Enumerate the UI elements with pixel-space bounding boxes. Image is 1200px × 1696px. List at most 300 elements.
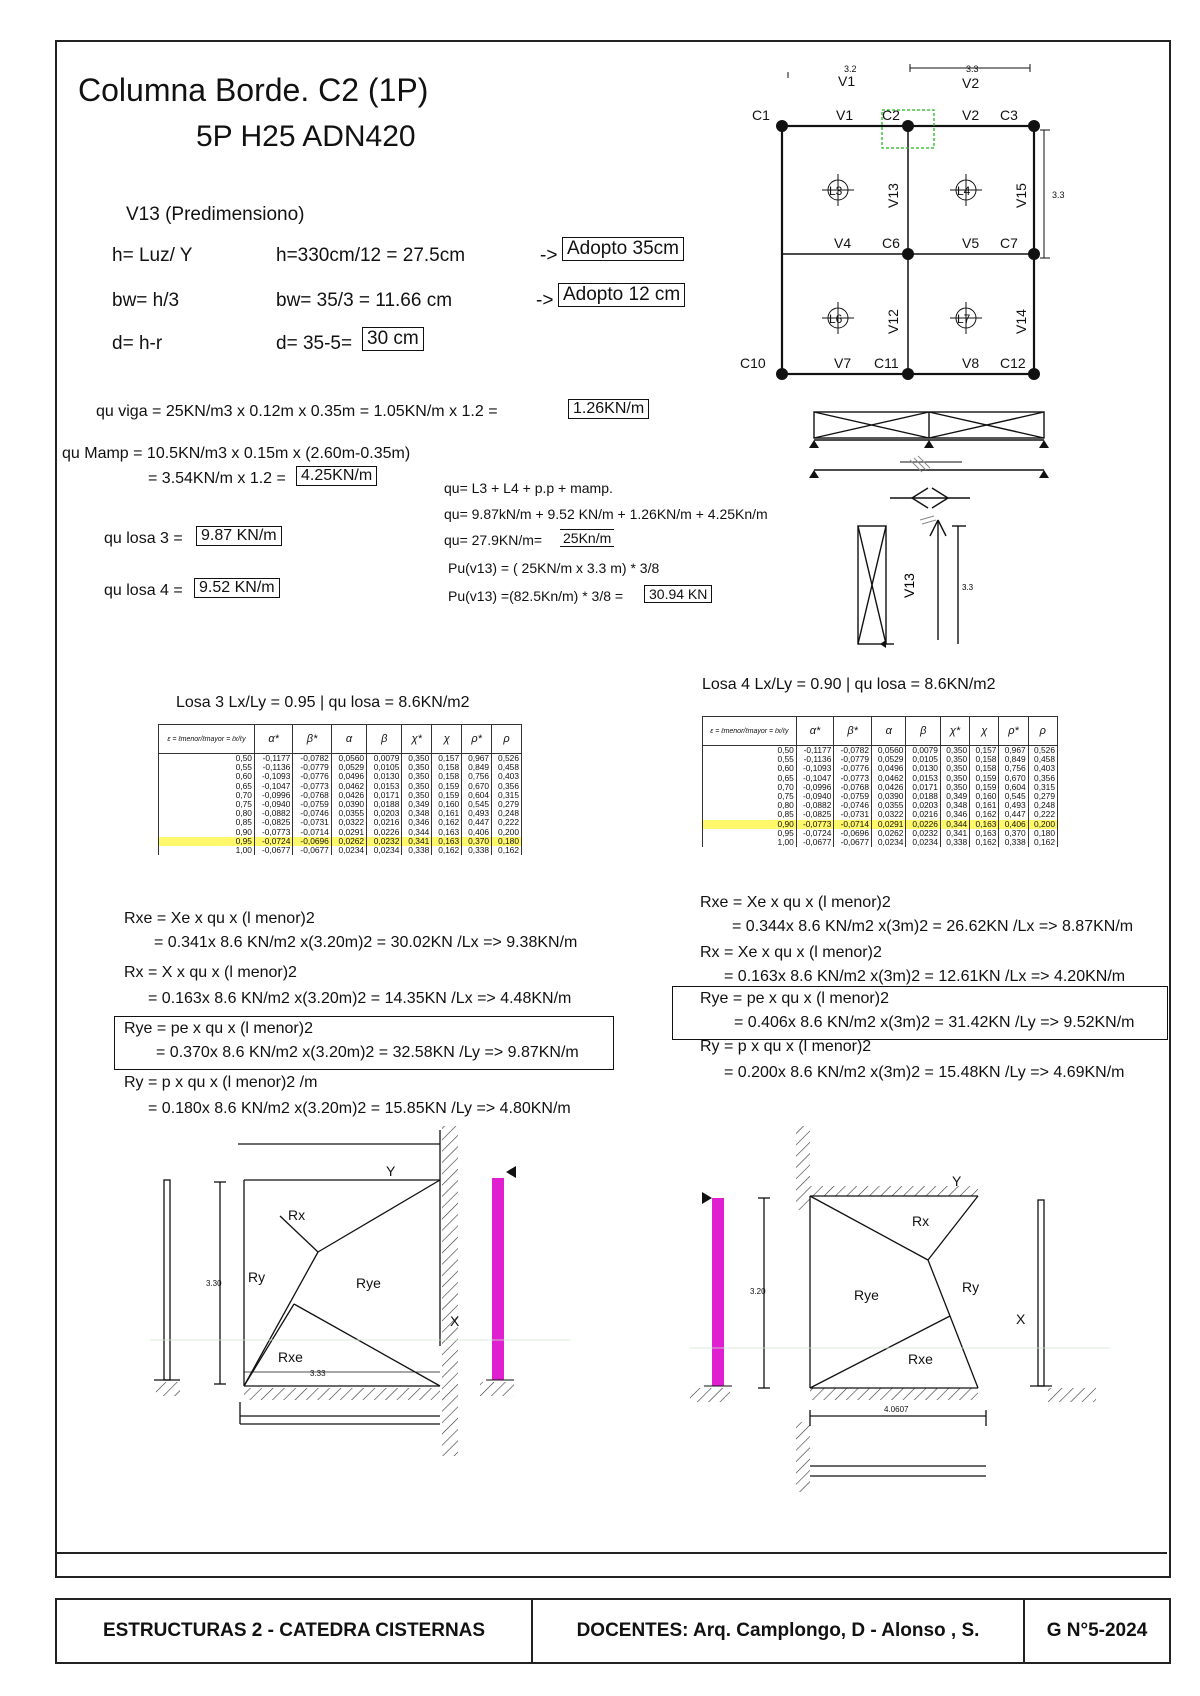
table-cell: 0,348 <box>940 801 969 810</box>
table-cell: 0,604 <box>462 791 492 800</box>
table-cell: 0,0234 <box>367 846 402 855</box>
table-cell: 0,80 <box>703 801 797 810</box>
table-cell: 0,670 <box>999 774 1028 783</box>
predim-heading: V13 (Predimensiono) <box>126 204 305 225</box>
table-cell: 0,849 <box>462 763 492 772</box>
table-cell: 0,349 <box>402 800 432 809</box>
table-cell: 0,350 <box>402 791 432 800</box>
footer-group: G N°5-2024 <box>1046 1620 1148 1641</box>
table-cell: 0,60 <box>159 772 255 781</box>
losa4-ry-calc: = 0.200x 8.6 KN/m2 x(3m)2 = 15.48KN /Ly => 4.69KN/m <box>724 1064 1125 1081</box>
table-cell: 0,161 <box>970 801 999 810</box>
table-cell: 0,0560 <box>871 746 905 756</box>
table-cell: 0,157 <box>432 754 462 764</box>
table-cell: 0,315 <box>1028 783 1057 792</box>
table-cell: 0,163 <box>432 828 462 837</box>
table-cell: -0,0940 <box>254 800 292 809</box>
table-cell: -0,0773 <box>293 782 331 791</box>
table-cell: 0,0130 <box>367 772 402 781</box>
table-cell: -0,0779 <box>834 755 872 764</box>
table-cell: 0,90 <box>159 828 255 837</box>
table-cell: 0,0529 <box>871 755 905 764</box>
slab4-tributary-diagram <box>690 1126 1130 1506</box>
qu-losa4-label: qu losa 4 = <box>104 582 183 599</box>
table-cell: 0,341 <box>940 829 969 838</box>
footer-teachers: DOCENTES: Arq. Camplongo, D - Alonso , S. <box>533 1600 1025 1662</box>
table-cell: 0,0560 <box>331 754 366 764</box>
table-header-cell: χ <box>970 717 999 746</box>
table-cell: 0,545 <box>999 792 1028 801</box>
slab4-label-rxe: Rxe <box>908 1351 933 1367</box>
losa3-ry-eq: Ry = p x qu x (l menor)2 /m <box>124 1074 318 1091</box>
table-cell: 0,0390 <box>871 792 905 801</box>
table-cell: -0,0776 <box>293 772 331 781</box>
table-cell: 0,406 <box>999 820 1028 829</box>
plan-node-v8: V8 <box>962 355 980 371</box>
table-cell: -0,1047 <box>254 782 292 791</box>
slab3-tributary-diagram <box>150 1126 590 1466</box>
table-cell: 0,0262 <box>331 837 366 846</box>
plan-slab-l3: L3 <box>829 184 843 198</box>
beam-schematic-label: V13 <box>901 573 917 598</box>
table-cell: 0,849 <box>999 755 1028 764</box>
table-cell: 0,75 <box>703 792 797 801</box>
table-cell: 0,370 <box>999 829 1028 838</box>
table-header-row <box>703 717 1058 746</box>
table-cell: 0,0262 <box>871 829 905 838</box>
table-cell: -0,0773 <box>834 774 872 783</box>
losa3-rx-eq: Rx = X x qu x (l menor)2 <box>124 964 297 981</box>
table-row <box>159 846 522 855</box>
predim-h-calc: h=330cm/12 = 27.5cm <box>276 245 466 266</box>
table-header-cell: β <box>906 717 940 746</box>
table-cell: 0,157 <box>970 746 999 756</box>
plan-beam-v15: V15 <box>1013 183 1029 208</box>
table-cell: 0,279 <box>492 800 522 809</box>
table-cell: 0,356 <box>1028 774 1057 783</box>
table-header-cell: χ* <box>940 717 969 746</box>
predim-bw-formula: bw= h/3 <box>112 290 180 311</box>
table-cell: 0,70 <box>159 791 255 800</box>
table-cell: 0,90 <box>703 820 797 829</box>
table-cell: 0,0226 <box>367 828 402 837</box>
table-cell: 0,222 <box>1028 810 1057 819</box>
table-cell: 0,545 <box>462 800 492 809</box>
plan-slab-l7: L7 <box>957 312 971 326</box>
losa4-coef-table <box>702 716 1058 847</box>
table-cell: 0,163 <box>970 820 999 829</box>
plan-slab-l4: L4 <box>957 184 971 198</box>
table-cell: -0,1093 <box>796 764 834 773</box>
table-header-cell: β* <box>834 717 872 746</box>
table-cell: 0,403 <box>492 772 522 781</box>
table-header-cell: ρ* <box>999 717 1028 746</box>
table-cell: 0,0426 <box>871 783 905 792</box>
table-cell: -0,0940 <box>796 792 834 801</box>
table-cell: -0,0677 <box>293 846 331 855</box>
table-cell: -0,0996 <box>254 791 292 800</box>
table-cell: 0,70 <box>703 783 797 792</box>
table-cell: 0,158 <box>432 763 462 772</box>
table-cell: -0,0776 <box>834 764 872 773</box>
table-cell: 0,0291 <box>871 820 905 829</box>
table-cell: -0,0759 <box>293 800 331 809</box>
table-cell: -0,0773 <box>254 828 292 837</box>
table-cell: -0,0825 <box>796 810 834 819</box>
table-cell: 0,670 <box>462 782 492 791</box>
table-cell: -0,1136 <box>796 755 834 764</box>
table-cell: -0,1136 <box>254 763 292 772</box>
plan-node-c3: C3 <box>1000 107 1018 123</box>
table-header-cell: ρ <box>492 725 522 754</box>
table-cell: 0,0203 <box>367 809 402 818</box>
table-cell: 0,55 <box>703 755 797 764</box>
table-cell: 0,0291 <box>331 828 366 837</box>
table-cell: 0,158 <box>970 755 999 764</box>
losa4-ry-eq: Ry = p x qu x (l menor)2 <box>700 1038 872 1055</box>
table-cell: 0,0153 <box>367 782 402 791</box>
table-cell: 0,159 <box>432 782 462 791</box>
qu-sum-line2: qu= 9.87kN/m + 9.52 KN/m + 1.26KN/m + 4.25Kn/m <box>444 506 768 522</box>
table-cell: 0,248 <box>492 809 522 818</box>
predim-bw-result: Adopto 12 cm <box>558 283 685 307</box>
plan-slab-l6: L6 <box>829 312 843 326</box>
table-cell: 0,162 <box>1028 838 1057 847</box>
plan-node-v7: V7 <box>834 355 852 371</box>
table-cell: 0,0462 <box>871 774 905 783</box>
table-cell: 0,75 <box>159 800 255 809</box>
table-cell: -0,0724 <box>254 837 292 846</box>
table-header-cell: α <box>331 725 366 754</box>
table-cell: 0,0105 <box>367 763 402 772</box>
slab3-dim-h: 3.33 <box>310 1369 326 1378</box>
table-cell: 0,0079 <box>367 754 402 764</box>
table-cell: 0,346 <box>402 818 432 827</box>
table-cell: 0,0322 <box>331 818 366 827</box>
table-cell: 0,159 <box>970 774 999 783</box>
table-cell: 0,162 <box>492 846 522 855</box>
plan-node-v4: V4 <box>834 235 852 251</box>
table-cell: 0,0355 <box>871 801 905 810</box>
losa3-rye-calc: = 0.370x 8.6 KN/m2 x(3.20m)2 = 32.58KN /Ly => 9.87KN/m <box>156 1044 579 1061</box>
table-cell: -0,0825 <box>254 818 292 827</box>
qu-sum-result: 25Kn/m <box>560 529 614 547</box>
table-cell: 0,159 <box>432 791 462 800</box>
footer-course: ESTRUCTURAS 2 - CATEDRA CISTERNAS <box>57 1600 533 1662</box>
plan-dim-2: 3.3 <box>966 64 979 74</box>
plan-dim-v1: V1 <box>838 73 856 89</box>
table-cell: 0,350 <box>940 783 969 792</box>
losa3-rxe-calc: = 0.341x 8.6 KN/m2 x(3.20m)2 = 30.02KN /Lx => 9.38KN/m <box>154 934 578 951</box>
table-cell: 0,180 <box>492 837 522 846</box>
table-cell: -0,1047 <box>796 774 834 783</box>
table-header-cell: ρ* <box>462 725 492 754</box>
slab3-label-ry: Ry <box>248 1269 266 1285</box>
table-cell: 0,458 <box>492 763 522 772</box>
losa4-rye-eq: Rye = pe x qu x (l menor)2 <box>700 990 889 1007</box>
table-cell: 0,162 <box>432 818 462 827</box>
table-cell: 0,0496 <box>331 772 366 781</box>
table-cell: 0,341 <box>402 837 432 846</box>
page-title: Columna Borde. C2 (1P) <box>78 72 429 108</box>
table-header-cell: α* <box>796 717 834 746</box>
plan-side-dim: 3.3 <box>1052 190 1065 200</box>
plan-node-v1: V1 <box>836 107 854 123</box>
slab4-dim-v: 3.20 <box>750 1287 766 1296</box>
table-cell: 0,0226 <box>906 820 940 829</box>
qu-losa3-value: 9.87 KN/m <box>196 526 282 546</box>
table-cell: 0,180 <box>1028 829 1057 838</box>
table-cell: 0,95 <box>703 829 797 838</box>
plan-beam-v12: V12 <box>885 309 901 334</box>
table-cell: -0,0759 <box>834 792 872 801</box>
table-cell: 0,0216 <box>906 810 940 819</box>
pu-result: 30.94 KN <box>644 585 712 603</box>
table-cell: 0,0355 <box>331 809 366 818</box>
table-cell: 0,756 <box>462 772 492 781</box>
table-cell: 0,50 <box>159 754 255 764</box>
plan-node-c11: C11 <box>874 355 899 371</box>
table-cell: 0,0188 <box>367 800 402 809</box>
table-cell: 0,350 <box>402 782 432 791</box>
table-cell: 0,0234 <box>871 838 905 847</box>
plan-node-c1: C1 <box>752 107 770 123</box>
losa4-caption: Losa 4 Lx/Ly = 0.90 | qu losa = 8.6KN/m2 <box>702 676 996 693</box>
table-cell: 0,0171 <box>367 791 402 800</box>
table-cell: 0,350 <box>402 763 432 772</box>
qu-mamp-eq1: qu Mamp = 10.5KN/m3 x 0.15m x (2.60m-0.35m) <box>62 445 411 462</box>
plan-node-c2: C2 <box>882 107 900 123</box>
table-cell: -0,0768 <box>293 791 331 800</box>
table-cell: -0,0782 <box>293 754 331 764</box>
slab4-label-y: Y <box>952 1173 962 1189</box>
table-cell: -0,0724 <box>796 829 834 838</box>
plan-dim-1: 3.2 <box>844 64 857 74</box>
plan-beam-v13: V13 <box>885 183 901 208</box>
qu-losa3-label: qu losa 3 = <box>104 530 183 547</box>
table-header-cell: ρ <box>1028 717 1057 746</box>
table-cell: 0,350 <box>402 754 432 764</box>
table-cell: -0,1093 <box>254 772 292 781</box>
table-cell: 0,349 <box>940 792 969 801</box>
table-cell: 0,60 <box>703 764 797 773</box>
table-header-cell: α <box>871 717 905 746</box>
table-cell: 0,160 <box>432 800 462 809</box>
table-cell: 0,338 <box>940 838 969 847</box>
table-cell: -0,0996 <box>796 783 834 792</box>
qu-mamp-result: 4.25KN/m <box>296 466 377 486</box>
slab3-label-rxe: Rxe <box>278 1349 303 1365</box>
losa3-rye-eq: Rye = pe x qu x (l menor)2 <box>124 1020 313 1037</box>
qu-losa4-value: 9.52 KN/m <box>194 578 280 598</box>
table-cell: 0,458 <box>1028 755 1057 764</box>
table-header-cell: χ <box>432 725 462 754</box>
table-cell: 0,356 <box>492 782 522 791</box>
table-cell: 0,279 <box>1028 792 1057 801</box>
table-header-cell: ε = ℓmenor/ℓmayor = ℓx/ℓy <box>703 717 797 746</box>
table-cell: -0,0677 <box>834 838 872 847</box>
table-cell: 0,0322 <box>871 810 905 819</box>
table-cell: -0,0882 <box>796 801 834 810</box>
table-cell: 0,162 <box>970 838 999 847</box>
table-cell: 0,493 <box>999 801 1028 810</box>
table-cell: 0,65 <box>703 774 797 783</box>
slab3-label-y: Y <box>386 1163 396 1179</box>
plan-dim-v2: V2 <box>962 75 980 91</box>
table-cell: 0,338 <box>402 846 432 855</box>
table-cell: -0,0882 <box>254 809 292 818</box>
table-cell: 0,0188 <box>906 792 940 801</box>
plan-node-c6: C6 <box>882 235 900 251</box>
table-cell: -0,0677 <box>796 838 834 847</box>
losa3-rx-calc: = 0.163x 8.6 KN/m2 x(3.20m)2 = 14.35KN /Lx => 4.48KN/m <box>148 990 572 1007</box>
table-cell: 0,0234 <box>331 846 366 855</box>
slab4-label-ry: Ry <box>962 1279 980 1295</box>
qu-mamp-eq2: = 3.54KN/m x 1.2 = <box>148 470 286 487</box>
pu-line1: Pu(v13) = ( 25KN/m x 3.3 m) * 3/8 <box>448 560 660 576</box>
table-cell: 0,346 <box>940 810 969 819</box>
beam-schematic <box>800 408 1080 658</box>
losa3-ry-calc: = 0.180x 8.6 KN/m2 x(3.20m)2 = 15.85KN /Ly => 4.80KN/m <box>148 1100 571 1117</box>
page-subtitle: 5P H25 ADN420 <box>196 120 416 153</box>
slab4-dim-h: 4.0607 <box>884 1405 909 1414</box>
plan-node-c7: C7 <box>1000 235 1018 251</box>
table-cell: 0,162 <box>432 846 462 855</box>
table-cell: 0,0496 <box>871 764 905 773</box>
table-cell: 0,159 <box>970 783 999 792</box>
slab4-label-x: X <box>1016 1311 1026 1327</box>
table-cell: 0,344 <box>940 820 969 829</box>
table-cell: 0,370 <box>462 837 492 846</box>
table-cell: 0,0426 <box>331 791 366 800</box>
beam-schematic-dim: 3.3 <box>962 583 974 592</box>
table-cell: 0,222 <box>492 818 522 827</box>
table-cell: 0,162 <box>970 810 999 819</box>
table-cell: 0,348 <box>402 809 432 818</box>
table-cell: 0,163 <box>970 829 999 838</box>
predim-d-result: 30 cm <box>362 327 424 351</box>
table-header-cell: ε = ℓmenor/ℓmayor = ℓx/ℓy <box>159 725 255 754</box>
table-cell: -0,0773 <box>796 820 834 829</box>
table-cell: -0,0714 <box>293 828 331 837</box>
table-cell: -0,0714 <box>834 820 872 829</box>
table-cell: -0,0731 <box>293 818 331 827</box>
table-cell: 0,350 <box>940 746 969 756</box>
table-cell: 0,0232 <box>906 829 940 838</box>
table-header-cell: β* <box>293 725 331 754</box>
table-cell: 0,0105 <box>906 755 940 764</box>
table-cell: -0,1177 <box>796 746 834 756</box>
table-header-cell: χ* <box>402 725 432 754</box>
table-cell: 0,756 <box>999 764 1028 773</box>
table-row <box>703 838 1058 847</box>
table-header-cell: β <box>367 725 402 754</box>
table-cell: 0,967 <box>999 746 1028 756</box>
qu-viga-eq: qu viga = 25KN/m3 x 0.12m x 0.35m = 1.05KN/m x 1.2 = <box>96 403 498 420</box>
table-cell: 0,0171 <box>906 783 940 792</box>
plan-beam-v14: V14 <box>1013 309 1029 334</box>
table-header-row <box>159 725 522 754</box>
table-cell: 0,526 <box>1028 746 1057 756</box>
table-cell: 0,200 <box>1028 820 1057 829</box>
predim-h-arrow: -> <box>540 245 558 266</box>
table-cell: 0,158 <box>970 764 999 773</box>
table-cell: -0,0696 <box>834 829 872 838</box>
table-cell: 0,350 <box>402 772 432 781</box>
table-cell: -0,0768 <box>834 783 872 792</box>
table-cell: 0,85 <box>703 810 797 819</box>
plan-node-c12: C12 <box>1000 355 1026 371</box>
table-cell: 0,350 <box>940 764 969 773</box>
plan-node-v5: V5 <box>962 235 980 251</box>
plan-node-v2: V2 <box>962 107 980 123</box>
slab3-dim-v: 3.30 <box>206 1279 222 1288</box>
slab3-label-rye: Rye <box>356 1275 381 1291</box>
slab4-label-rx: Rx <box>912 1213 930 1229</box>
table-cell: 0,0130 <box>906 764 940 773</box>
title-block <box>55 1598 1171 1664</box>
table-cell: 0,0462 <box>331 782 366 791</box>
table-cell: 0,161 <box>432 809 462 818</box>
table-cell: -0,0782 <box>834 746 872 756</box>
structural-plan <box>740 58 1065 388</box>
table-cell: 0,344 <box>402 828 432 837</box>
table-cell: 0,0203 <box>906 801 940 810</box>
table-cell: 0,158 <box>432 772 462 781</box>
losa3-coef-table <box>158 724 522 855</box>
frame-divider <box>55 1552 1167 1554</box>
table-cell: 0,55 <box>159 763 255 772</box>
table-cell: 0,95 <box>159 837 255 846</box>
table-cell: 0,0390 <box>331 800 366 809</box>
losa4-rx-calc: = 0.163x 8.6 KN/m2 x(3m)2 = 12.61KN /Lx => 4.20KN/m <box>724 968 1126 985</box>
pu-line2: Pu(v13) =(82.5Kn/m) * 3/8 = <box>448 588 624 604</box>
table-header-cell: α* <box>254 725 292 754</box>
predim-bw-calc: bw= 35/3 = 11.66 cm <box>276 290 453 311</box>
table-cell: 0,350 <box>940 774 969 783</box>
slab3-label-rx: Rx <box>288 1207 306 1223</box>
qu-viga-result: 1.26KN/m <box>568 399 649 419</box>
qu-sum-line3: qu= 27.9KN/m= <box>444 532 543 548</box>
table-cell: 0,0232 <box>367 837 402 846</box>
table-cell: 0,80 <box>159 809 255 818</box>
table-cell: 0,604 <box>999 783 1028 792</box>
losa4-rye-calc: = 0.406x 8.6 KN/m2 x(3m)2 = 31.42KN /Ly => 9.52KN/m <box>734 1014 1135 1031</box>
losa3-rxe-eq: Rxe = Xe x qu x (l menor)2 <box>124 910 315 927</box>
table-cell: 0,0079 <box>906 746 940 756</box>
predim-h-formula: h= Luz/ Y <box>112 245 193 266</box>
table-cell: 0,0153 <box>906 774 940 783</box>
table-cell: 0,967 <box>462 754 492 764</box>
table-cell: 1,00 <box>159 846 255 855</box>
table-cell: 0,0529 <box>331 763 366 772</box>
table-cell: -0,0779 <box>293 763 331 772</box>
table-cell: 0,338 <box>462 846 492 855</box>
losa4-rx-eq: Rx = Xe x qu x (l menor)2 <box>700 944 882 961</box>
predim-h-result: Adopto 35cm <box>562 237 684 261</box>
table-cell: -0,0696 <box>293 837 331 846</box>
table-cell: 0,406 <box>462 828 492 837</box>
table-cell: -0,0731 <box>834 810 872 819</box>
table-cell: 0,163 <box>432 837 462 846</box>
table-cell: -0,0677 <box>254 846 292 855</box>
table-cell: 0,338 <box>999 838 1028 847</box>
table-cell: 1,00 <box>703 838 797 847</box>
predim-bw-arrow: -> <box>536 290 554 311</box>
predim-d-calc: d= 35-5= <box>276 333 353 354</box>
table-cell: 0,248 <box>1028 801 1057 810</box>
table-cell: -0,0746 <box>293 809 331 818</box>
